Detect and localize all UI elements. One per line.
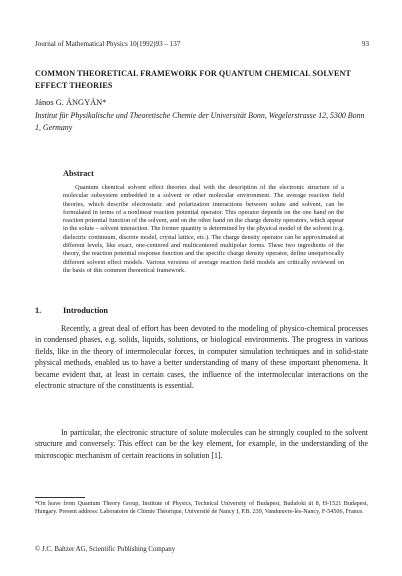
abstract-heading: Abstract [63,169,94,178]
journal-header: Journal of Mathematical Physics 10(1992)93 – 137 [35,40,181,48]
section-title: Introduction [63,306,109,315]
footnote: *On leave from Quantum Theory Group, Institute of Physics, Technical University of Budapest, Budafoki út 8, H-1521 Budapest, Hungary. Present address: Laboratoire de Chimie Théorique, Université de Nancy I, P.B. 239, Vandœuvre-lès-Nancy, F-54506, France. [35,501,368,516]
paper-title: COMMON THEORETICAL FRAMEWORK FOR QUANTUM CHEMICAL SOLVENT EFFECT THEORIES [35,69,351,90]
footnote-divider [35,497,85,498]
author: János G. ÁNGYÁN* [35,98,107,107]
body-paragraph: Recently, a great deal of effort has been devoted to the modeling of physico-chemical processes in condensed phases, e.g. solids, liquids, solutions, or biological environments. The progress in various fields, like in the theory of intermolecular forces, in computer simulation techniques and in solid-state physical methods, enabled us to have a better understanding of many of these important phenomena. It became evident that, at least in certain cases, the influence of the intermolecular interactions on the electronic structure of the constituents is essential. [35,324,368,391]
affiliation: Institut für Physikalische und Theoretische Chemie der Universität Bonn, Wegelerstrasse 12, 5300 Bonn 1, Germany [35,111,365,132]
copyright: © J.C. Baltzer AG, Scientific Publishing Company [35,546,176,553]
section-number: 1. [35,306,42,315]
abstract-text: Quantum chemical solvent effect theories deal with the description of the electronic structure of a molecular subsystem embedded in a solvent or other molecular environment. The average reaction field theories, which describe electrostatic and polarization interactions between solute and solvent, can be formulated in terms of a nonlinear reaction potential operator. This operator depends on the one hand on the reaction potential function of the solvent, and on the other hand on the charge density operators, which appear in the solute – solvent interaction. The former quantity is determined by the physical model of the solvent (e.g. dielectric continuum, discrete model, crystal lattice, etc.). The charge density operator can be approximated at different levels, like exact, one-centered and multicentered multipolar forms. These two ingredients of the theory, the reaction potential response function and the specific charge density operator, define unequivocally different solvent effect models. Various versions of average reaction field models are critically reviewed on the basis of this common theoretical framework. [63,184,344,274]
body-paragraph: In particular, the electronic structure of solute molecules can be strongly coupled to the solvent structure and conversely. This effect can be the key element, for example, in the understanding of the microscopic mechanism of certain reactions in solution [1]. [35,428,368,460]
page-number: 93 [361,40,369,48]
